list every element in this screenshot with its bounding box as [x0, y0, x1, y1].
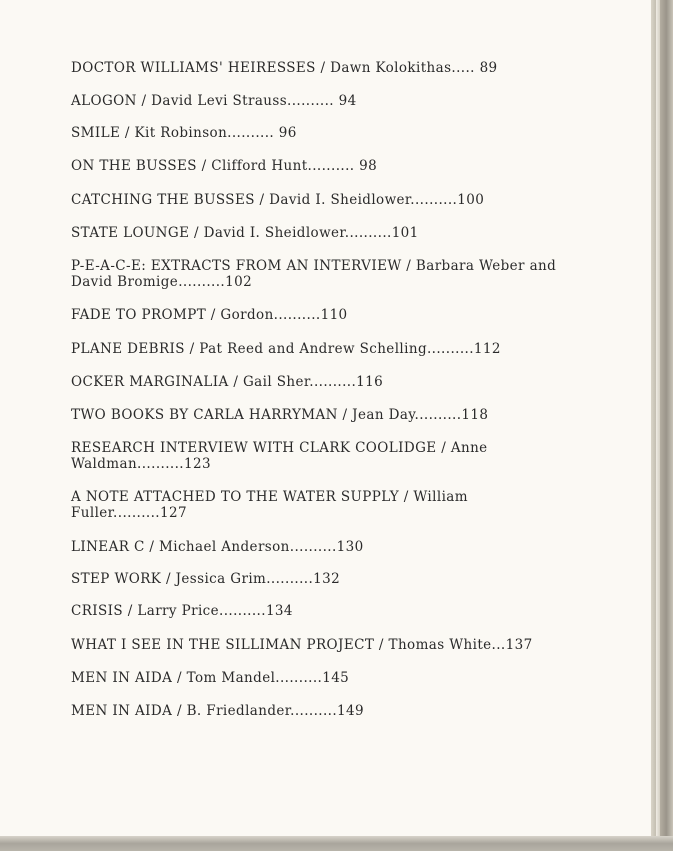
toc-entry: ALOGON / David Levi Strauss.......... 94 — [71, 93, 357, 109]
toc-entry: TWO BOOKS BY CARLA HARRYMAN / Jean Day..........118 — [71, 407, 489, 423]
page-bottom-edge — [0, 836, 673, 851]
toc-entry: A NOTE ATTACHED TO THE WATER SUPPLY / William Fuller..........127 — [71, 489, 468, 521]
toc-entry: OCKER MARGINALIA / Gail Sher..........116 — [71, 374, 384, 390]
toc-entry: STATE LOUNGE / David I. Sheidlower..........101 — [71, 225, 419, 241]
toc-entry: SMILE / Kit Robinson.......... 96 — [71, 125, 297, 141]
toc-entry: LINEAR C / Michael Anderson..........130 — [71, 539, 364, 555]
toc-entry: CATCHING THE BUSSES / David I. Sheidlower..........100 — [71, 192, 485, 208]
toc-entry: MEN IN AIDA / B. Friedlander..........149 — [71, 703, 365, 719]
page-right-edge — [651, 0, 673, 851]
toc-entry: DOCTOR WILLIAMS' HEIRESSES / Dawn Kolokithas..... 89 — [71, 60, 498, 76]
toc-entry: CRISIS / Larry Price..........134 — [71, 603, 293, 619]
toc-entry: WHAT I SEE IN THE SILLIMAN PROJECT / Thomas White...137 — [71, 637, 533, 653]
toc-entry: MEN IN AIDA / Tom Mandel..........145 — [71, 670, 350, 686]
page-edge-highlight — [656, 0, 660, 836]
toc-entry: PLANE DEBRIS / Pat Reed and Andrew Schelling..........112 — [71, 341, 501, 357]
toc-entry: P-E-A-C-E: EXTRACTS FROM AN INTERVIEW / Barbara Weber and David Bromige..........102 — [71, 258, 557, 290]
toc-entry: FADE TO PROMPT / Gordon..........110 — [71, 307, 348, 323]
toc-entry: STEP WORK / Jessica Grim..........132 — [71, 571, 341, 587]
toc-entry: ON THE BUSSES / Clifford Hunt.......... 98 — [71, 158, 378, 174]
toc-entry: RESEARCH INTERVIEW WITH CLARK COOLIDGE / Anne Waldman..........123 — [71, 440, 488, 472]
